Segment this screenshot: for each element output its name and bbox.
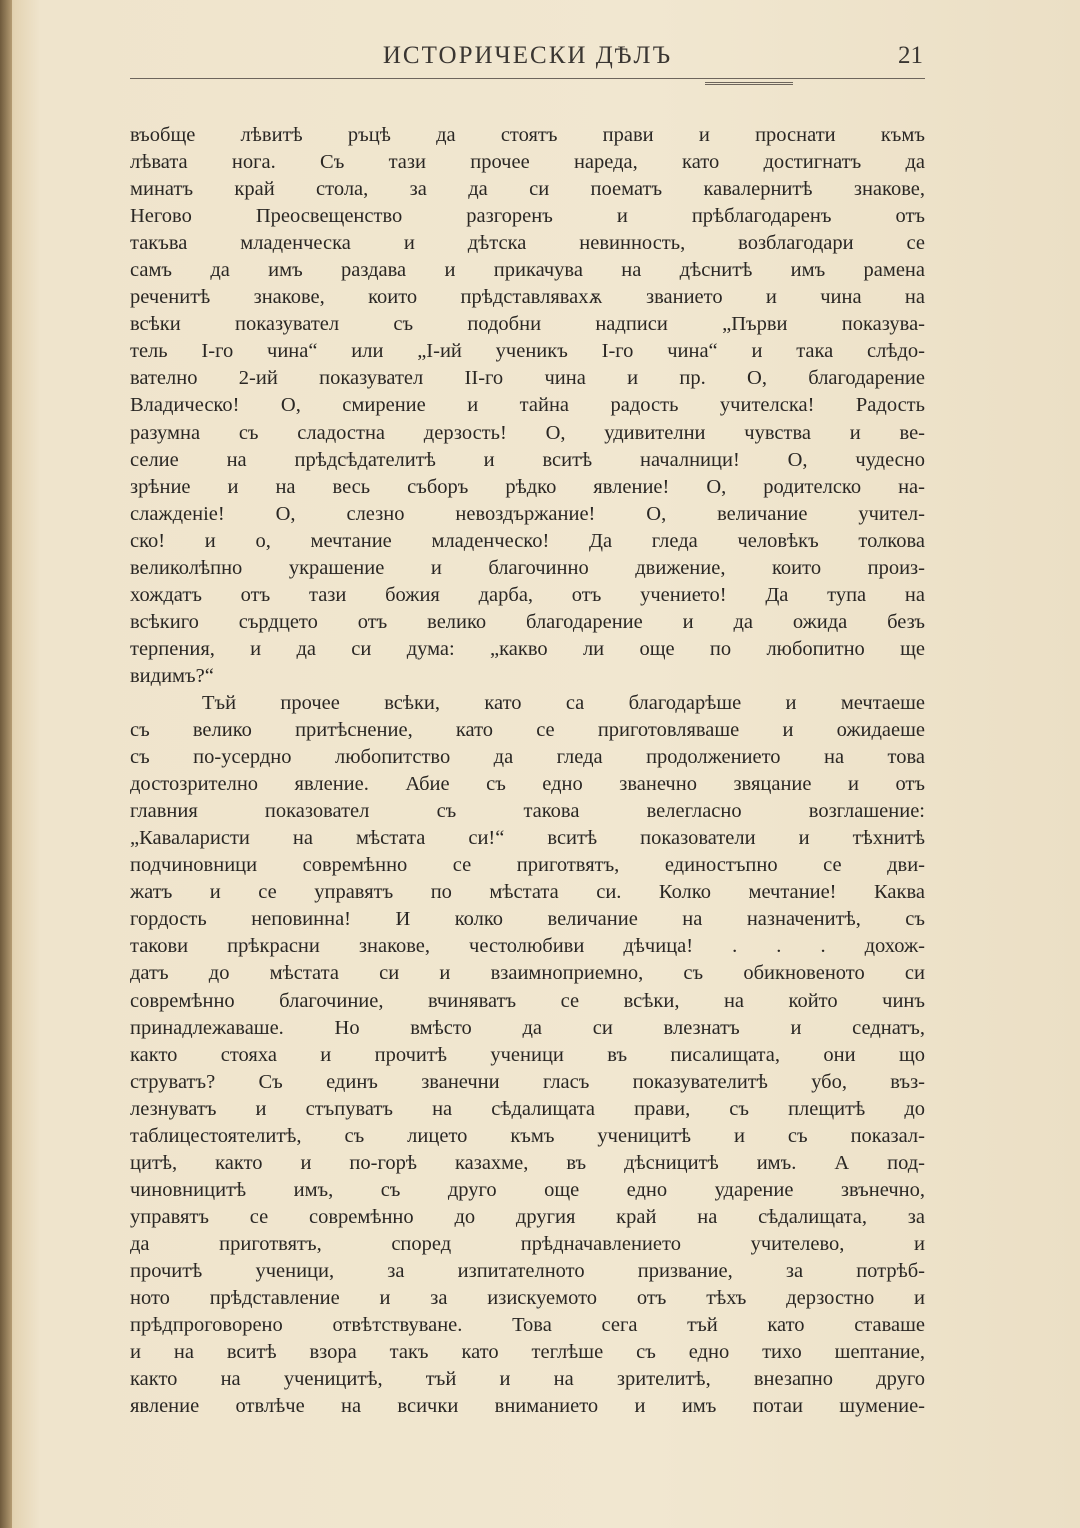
text-line: хождатъ отъ тази божия дарба, отъ учението! Да тупа на (130, 583, 925, 606)
text-line: гордость неповинна! И колко величание на назначенитѣ, съ (130, 908, 925, 931)
text-line: реченитѣ знакове, които прѣдставлявахѫ званието и чина на (130, 286, 925, 309)
text-line: както стояха и прочитѣ ученици въ писалищата, они що (130, 1043, 925, 1066)
text-line: великолѣпно украшение и благочинно движение, които произ- (130, 556, 925, 579)
text-line: Владическо! О, смирение и тайна радость учителска! Радость (130, 394, 925, 417)
text-line: съ велико притѣснение, като се приготовляваше и ожидаеше (130, 719, 925, 742)
text-line: зрѣние и на весь съборъ рѣдко явление! О, родителско на- (130, 475, 925, 498)
text-line: явление отвлѣче на всички вниманието и имъ потаи шумение- (130, 1395, 925, 1418)
text-line: видимъ?“ (130, 664, 214, 687)
text-line: струватъ? Съ единъ званечни гласъ показувателитѣ убо, въз- (130, 1070, 925, 1093)
text-line: Тъй прочее всѣки, като са благодарѣше и мечтаеше (202, 691, 925, 714)
text-line: совремѣнно благочиние, вчиняватъ се всѣки, на който чинъ (130, 989, 925, 1012)
text-line: да приготвятъ, според прѣдначавлението учителево, и (130, 1232, 925, 1255)
text-line: такови прѣкрасни знакове, честолюбиви дѣчица! . . . дохож- (130, 935, 925, 958)
text-line: самъ да имъ раздава и прикачува на дѣснитѣ имъ рамена (130, 259, 925, 282)
text-line: вателно 2-ий показувател II-го чина и пр. О, благодарение (130, 367, 925, 390)
header-rule (130, 78, 925, 79)
header-double-rule (705, 82, 793, 85)
text-line: главния показовател съ такова велегласно возглашение: (130, 800, 925, 823)
text-line: таблицестоятелитѣ, съ лицето къмъ ученицитѣ и съ показал- (130, 1124, 925, 1147)
text-line: и на вситѣ взора такъ като теглѣше съ едно тихо шептание, (130, 1341, 925, 1364)
page-spine-edge (0, 0, 12, 1528)
text-line: терпения, и да си дума: „какво ли още по любопитно ще (130, 637, 925, 660)
text-line: чиновницитѣ имъ, съ друго още едно ударение звънечно, (130, 1178, 925, 1201)
text-line: датъ до мѣстата си и взаимноприемно, съ обикновеното си (130, 962, 925, 985)
text-line: принадлежаваше. Но вмѣсто да си влезнатъ и седнатъ, (130, 1016, 925, 1039)
text-line: разумна съ сладостна дерзость! О, удивителни чувства и ве- (130, 421, 925, 444)
text-line: прѣдпроговорено отвѣтствуване. Това сега тъй като ставаше (130, 1314, 925, 1337)
text-line: лѣвата нога. Съ тази прочее нареда, като достигнатъ да (130, 151, 925, 174)
text-line: ното прѣдставление и за изискуемото отъ тѣхъ дерзостно и (130, 1287, 925, 1310)
text-line: минатъ край стола, за да си поематъ кавалернитѣ знакове, (130, 178, 925, 201)
text-line: селие на прѣдсѣдателитѣ и вситѣ началници! О, чудесно (130, 448, 925, 471)
text-line: жатъ и се управятъ по мѣстата си. Колко мечтание! Каква (130, 881, 925, 904)
text-line: въобще лѣвитѣ ръцѣ да стоятъ прави и проснати къмъ (130, 124, 925, 146)
page-header (130, 40, 925, 80)
text-line: лезнуватъ и стъпуватъ на сѣдалищата прави, съ плещитѣ до (130, 1097, 925, 1120)
text-line: слажденіе! О, слезно невоздържание! О, величание учител- (130, 502, 925, 525)
text-line: ско! и о, мечтание младенческо! Да гледа человѣкъ толкова (130, 529, 925, 552)
text-line: цитѣ, както и по-горѣ казахме, въ дѣсницитѣ имъ. А под- (130, 1151, 925, 1174)
running-title: ИСТОРИЧЕСКИ ДѢЛЪ (382, 42, 673, 69)
text-line: всѣкиго сърдцето отъ велико благодарение и да ожида безъ (130, 610, 925, 633)
page-number: 21 (898, 42, 923, 69)
text-line: достозрително явление. Абие съ едно званечно звяцание и отъ (130, 773, 925, 796)
text-line: тель I-го чина“ или „I-ий ученикъ I-го чина“ и така слѣдо- (130, 340, 925, 363)
text-line: управятъ се совремѣнно до другия край на сѣдалищата, за (130, 1205, 925, 1228)
text-line: съ по-усердно любопитство да гледа продолжението на това (130, 746, 925, 769)
text-line: всѣки показувател съ подобни надписи „Първи показува- (130, 313, 925, 336)
text-line: такъва младенческа и дѣтска невинность, возблагодари се (130, 232, 925, 255)
text-line: както на ученицитѣ, тъй и на зрителитѣ, внезапно друго (130, 1368, 925, 1391)
text-line: „Каваларисти на мѣстата си!“ вситѣ показователи и тѣхнитѣ (130, 827, 925, 850)
text-line: Негово Преосвещенство разгоренъ и прѣблагодаренъ отъ (130, 205, 925, 228)
text-line: прочитѣ ученици, за изпитателното призвание, за потрѣб- (130, 1259, 925, 1282)
text-line: подчиновници совремѣнно се приготвятъ, единостъпно се дви- (130, 854, 925, 877)
body-text (130, 122, 925, 1420)
